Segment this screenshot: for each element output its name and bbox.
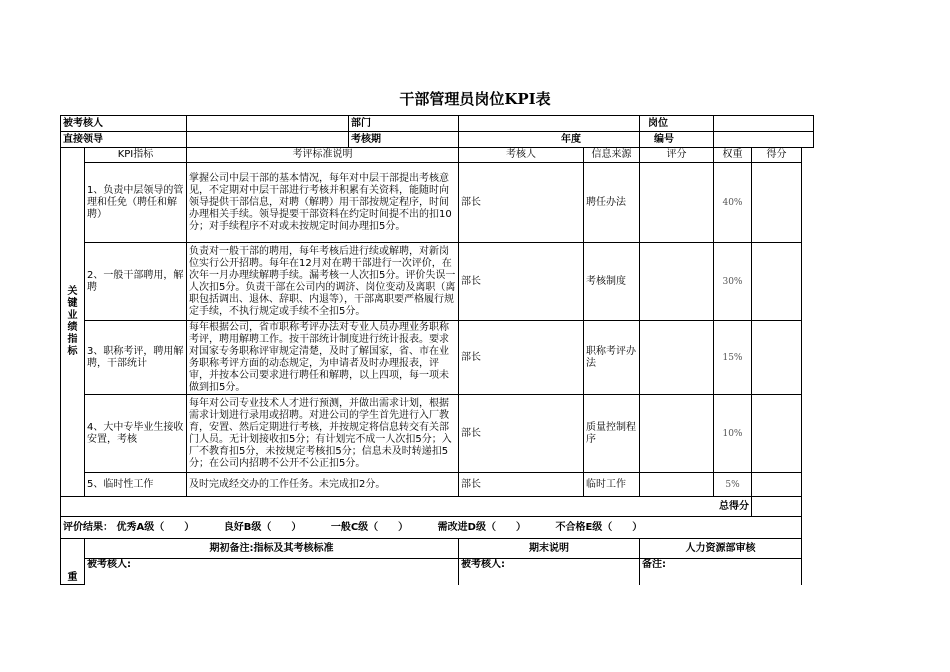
notes-body-row <box>61 559 814 585</box>
kpi-score[interactable] <box>640 243 714 321</box>
kpi-score[interactable] <box>640 395 714 473</box>
notes-col1-title: 期初备注:指标及其考核标准 <box>85 539 459 559</box>
year-label: 年度 <box>459 132 640 148</box>
kpi-name: 3、职称考评，聘用解聘，干部统计 <box>85 321 187 395</box>
col-points: 得分 <box>752 148 802 163</box>
kpi-criteria: 每年对公司专业技术人才进行预测，并做出需求计划，根据需求计划进行录用或招聘。对进公司的学生首先进行入厂教育，安置、然后定期进行考核，并按规定将信息转交有关部门人员。无计划接收扣5分；有计划完不成一人次扣5分；入厂不教育扣5分，未按规定考核扣5分；信息未及时转递扣5分；在公司内招聘不公开不公正扣5分。 <box>187 395 459 473</box>
kpi-weight: 15% <box>714 321 752 395</box>
kpi-weight: 40% <box>714 163 752 243</box>
kpi-name: 2、一般干部聘用，解聘 <box>85 243 187 321</box>
table-row <box>61 395 814 473</box>
col-criteria: 考评标准说明 <box>187 148 459 163</box>
leader-value[interactable] <box>187 132 349 148</box>
kpi-points[interactable] <box>752 395 802 473</box>
kpi-name: 1、负责中层领导的管理和任免（聘任和解聘） <box>85 163 187 243</box>
period-label: 考核期 <box>349 132 459 148</box>
kpi-score[interactable] <box>640 473 714 497</box>
table-row <box>61 163 814 243</box>
col-kpi: KPI指标 <box>85 148 187 163</box>
kpi-assessor: 部长 <box>459 163 584 243</box>
total-value[interactable] <box>752 497 802 517</box>
kpi-points[interactable] <box>752 473 802 497</box>
total-label: 总得分 <box>61 497 752 517</box>
kpi-name: 4、大中专毕业生接收安置，考核 <box>85 395 187 473</box>
kpi-table <box>60 115 814 585</box>
kpi-weight: 10% <box>714 395 752 473</box>
col-score: 评分 <box>640 148 714 163</box>
position-label: 岗位 <box>640 116 714 132</box>
page-title: 干部管理员岗位KPI表 <box>399 90 551 108</box>
notes-col3-sub[interactable]: 备注: <box>640 559 802 585</box>
section-label-text: 关键业绩指标 <box>67 286 78 357</box>
grade-e[interactable]: 不合格E级（ ） <box>555 521 643 533</box>
notes-col1-sub[interactable]: 被考核人: <box>85 559 459 585</box>
kpi-name: 5、临时性工作 <box>85 473 187 497</box>
kpi-points[interactable] <box>752 243 802 321</box>
department-value[interactable] <box>459 116 640 132</box>
notes-side-label <box>61 539 85 585</box>
kpi-criteria: 及时完成经交办的工作任务。未完成扣2分。 <box>187 473 459 497</box>
grade-d[interactable]: 需改进D级（ ） <box>437 521 526 533</box>
table-row <box>61 473 814 497</box>
kpi-assessor: 部长 <box>459 473 584 497</box>
number-label: 编号 <box>640 132 714 148</box>
kpi-source: 考核制度 <box>584 243 640 321</box>
kpi-source: 临时工作 <box>584 473 640 497</box>
table-row <box>61 243 814 321</box>
kpi-weight: 5% <box>714 473 752 497</box>
kpi-assessor: 部长 <box>459 321 584 395</box>
position-value[interactable] <box>714 116 814 132</box>
notes-col2-title: 期末说明 <box>459 539 640 559</box>
kpi-criteria: 负责对一般干部的聘用，每年考核后进行续或解聘，对新岗位实行公开招聘。每年在12月对在聘干部进行一次评价，在次年一月办理续解聘手续。漏考核一人次扣5分。评价失误一人次扣5分。负责干部在公司内的调济、岗位变动及离职（离职包括调出、退休、辞职、内退等），干部离职要严格履行规定手续，不执行规定或手续不全扣5分。 <box>187 243 459 321</box>
grade-b[interactable]: 良好B级（ ） <box>223 521 302 533</box>
examinee-value[interactable] <box>187 116 349 132</box>
column-header-row <box>61 148 814 163</box>
kpi-assessor: 部长 <box>459 243 584 321</box>
kpi-score[interactable] <box>640 163 714 243</box>
col-source: 信息来源 <box>584 148 640 163</box>
kpi-assessor: 部长 <box>459 395 584 473</box>
header-row-1 <box>61 116 814 132</box>
kpi-criteria: 每年根据公司，省市职称考评办法对专业人员办理业务职称考评，聘用解聘工作。按干部统计制度进行统计报表。要求对国家专务职称评审规定清楚，及时了解国家，省、市在业务职称考评方面的动态规定，为申请者及时办理报表，评审，并按本公司要求进行聘任和解聘，以上四项，每一项未做到扣5分。 <box>187 321 459 395</box>
kpi-source: 质量控制程序 <box>584 395 640 473</box>
kpi-source: 职称考评办法 <box>584 321 640 395</box>
notes-col3-title: 人力资源部审核 <box>640 539 802 559</box>
col-assessor: 考核人 <box>459 148 584 163</box>
number-value[interactable] <box>714 132 814 148</box>
department-label: 部门 <box>349 116 459 132</box>
evaluation-cell <box>61 517 802 539</box>
grade-c[interactable]: 一般C级（ ） <box>330 521 409 533</box>
col-weight: 权重 <box>714 148 752 163</box>
total-row <box>61 497 814 517</box>
examinee-label: 被考核人 <box>61 116 187 132</box>
evaluation-label: 评价结果： <box>63 521 113 533</box>
kpi-criteria: 掌握公司中层干部的基本情况，每年对中层干部提出考核意见，不定期对中层干部进行考核并积累有关资料，能随时向领导提供干部信息，对聘（解聘）用干部按规定程序，时间办理相关手续。领导提要干部资料在约定时间提不出的扣10分；对手续程序不对或未按规定时间办理扣5分。 <box>187 163 459 243</box>
leader-label: 直接领导 <box>61 132 187 148</box>
header-row-2 <box>61 132 814 148</box>
section-label <box>61 148 85 497</box>
kpi-points[interactable] <box>752 321 802 395</box>
notes-col2-sub[interactable]: 被考核人: <box>459 559 640 585</box>
kpi-points[interactable] <box>752 163 802 243</box>
notes-header-row <box>61 539 814 559</box>
grade-a[interactable]: 优秀A级（ ） <box>116 521 195 533</box>
kpi-score[interactable] <box>640 321 714 395</box>
kpi-weight: 30% <box>714 243 752 321</box>
table-row <box>61 321 814 395</box>
kpi-source: 聘任办法 <box>584 163 640 243</box>
notes-side-text: 重 <box>67 572 78 583</box>
evaluation-row <box>61 517 814 539</box>
